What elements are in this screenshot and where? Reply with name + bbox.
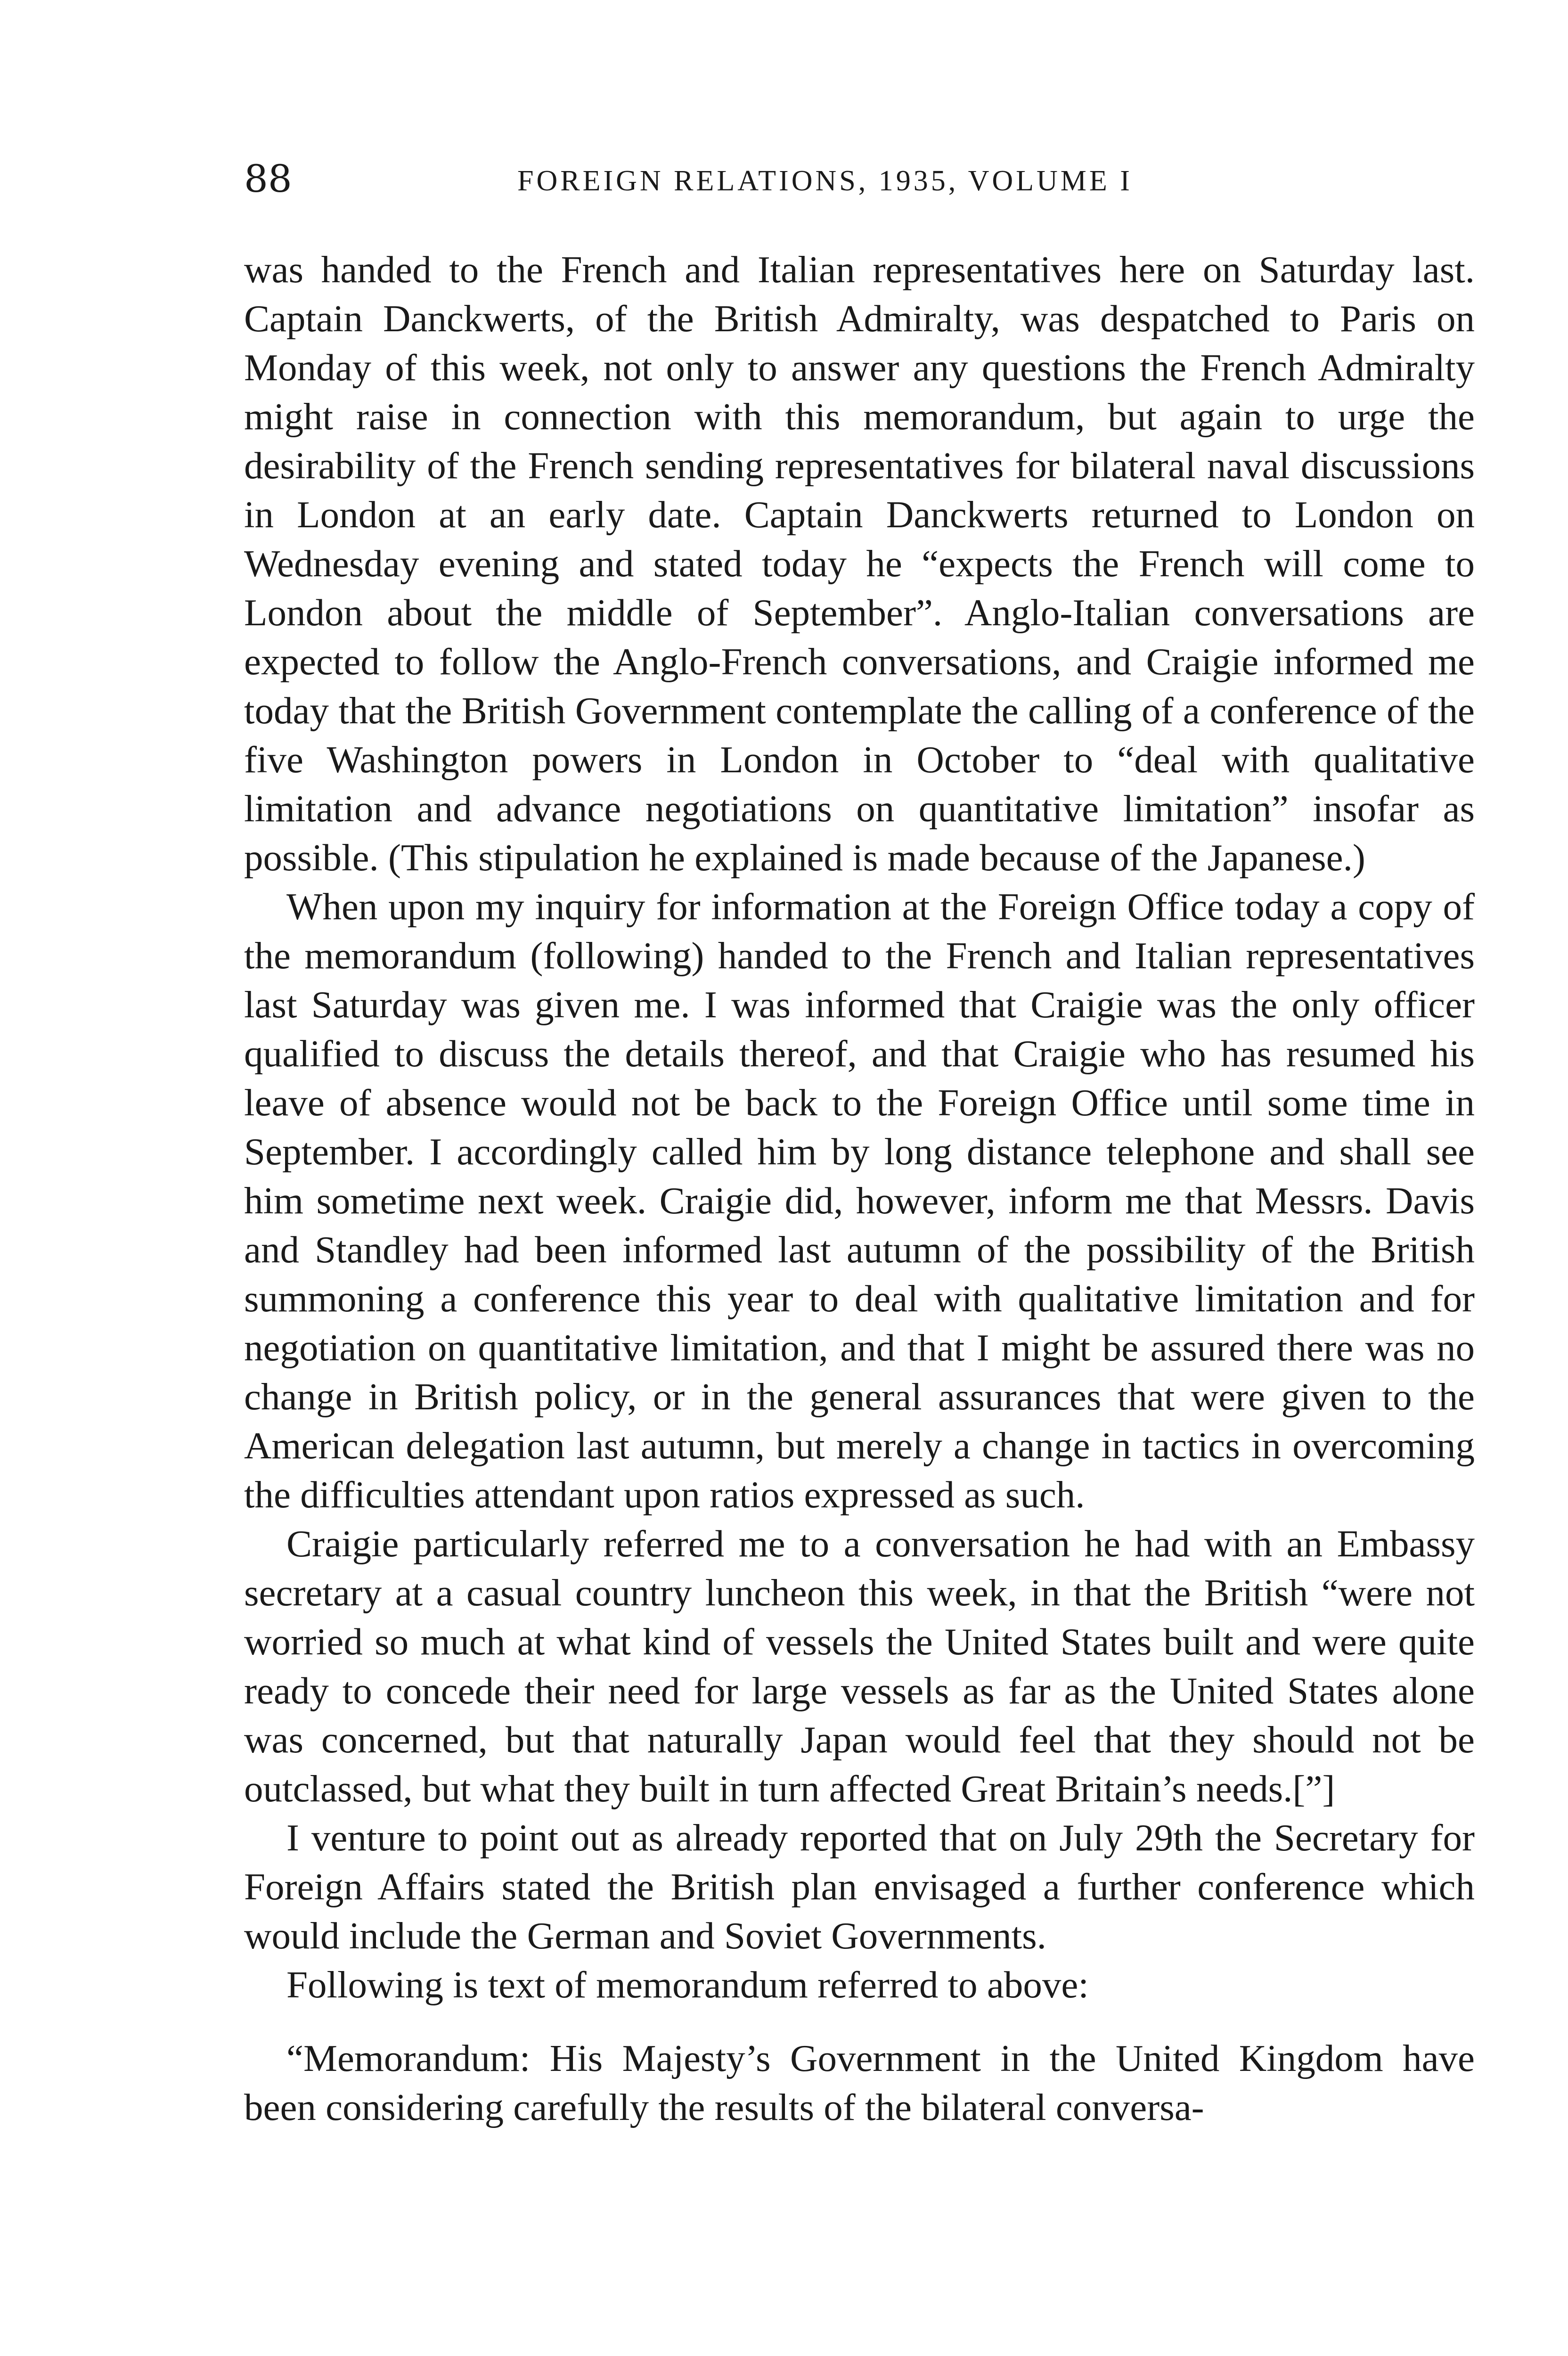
paragraph-memorandum: “Memorandum: His Majesty’s Government in the United Kingdom have been considering carefully the results of the bilateral conversa-: [244, 2037, 1475, 2128]
running-head: FOREIGN RELATIONS, 1935, VOLUME I: [517, 165, 1133, 197]
paragraph-inquiry: When upon my inquiry for information at the Foreign Office today a copy of the memorandum (following) handed to the French and Italian representatives last Saturday was given me. I was informed that Craigie was the only officer qualified to discuss the details thereof, and that Craigie who has resumed his leave of absence would not be back to the Foreign Office until some time in September. I accordingly called him by long distance telephone and shall see him sometime next week. Craigie did, however, inform me that Messrs. Davis and Standley had been informed last autumn of the possibility of the British summoning a conference this year to deal with qualitative limitation and for negotiation on quantitative limitation, and that I might be assured there was no change in British policy, or in the general assurances that were given to the American delegation last autumn, but merely a change in tactics in overcoming the difficulties attendant upon ratios expressed as such.: [244, 885, 1475, 1516]
paragraph-july-29th: I venture to point out as already reported that on July 29th the Secretary for Foreign Affairs stated the British plan envisaged a further conference which would include the German and Soviet Governments.: [244, 1816, 1475, 1957]
paragraph-craigie-conversation: Craigie particularly referred me to a conversation he had with an Embassy secretary at a casual country luncheon this week, in that the British “were not worried so much at what kind of vessels the United States built and were quite ready to concede their need for large vessels as far as the United States alone was concerned, but that naturally Japan would feel that they should not be outclassed, but what they built in turn affected Great Britain’s needs.[”]: [244, 1522, 1475, 1810]
paragraph-following-text: Following is text of memorandum referred to above:: [286, 1963, 1089, 2006]
page-number: 88: [244, 157, 292, 201]
paragraph-continuation: was handed to the French and Italian representatives here on Saturday last. Captain Danckwerts, of the British Admiralty, was despatched to Paris on Monday of this week, not only to answer any questions the French Admiralty might raise in connection with this memorandum, but again to urge the desirability of the French sending representatives for bilateral naval discussions in London at an early date. Captain Danckwerts returned to London on Wednesday evening and stated today he “expects the French will come to London about the middle of September”. Anglo-Italian conversations are expected to follow the Anglo-French conversations, and Craigie informed me today that the British Government contemplate the calling of a conference of the five Washington powers in London in October to “deal with qualitative limitation and advance negotiations on quantitative limitation” insofar as possible. (This stipulation he explained is made because of the Japanese.): [244, 248, 1475, 879]
body-text: [244, 245, 1475, 2132]
page-header: [244, 155, 1455, 212]
